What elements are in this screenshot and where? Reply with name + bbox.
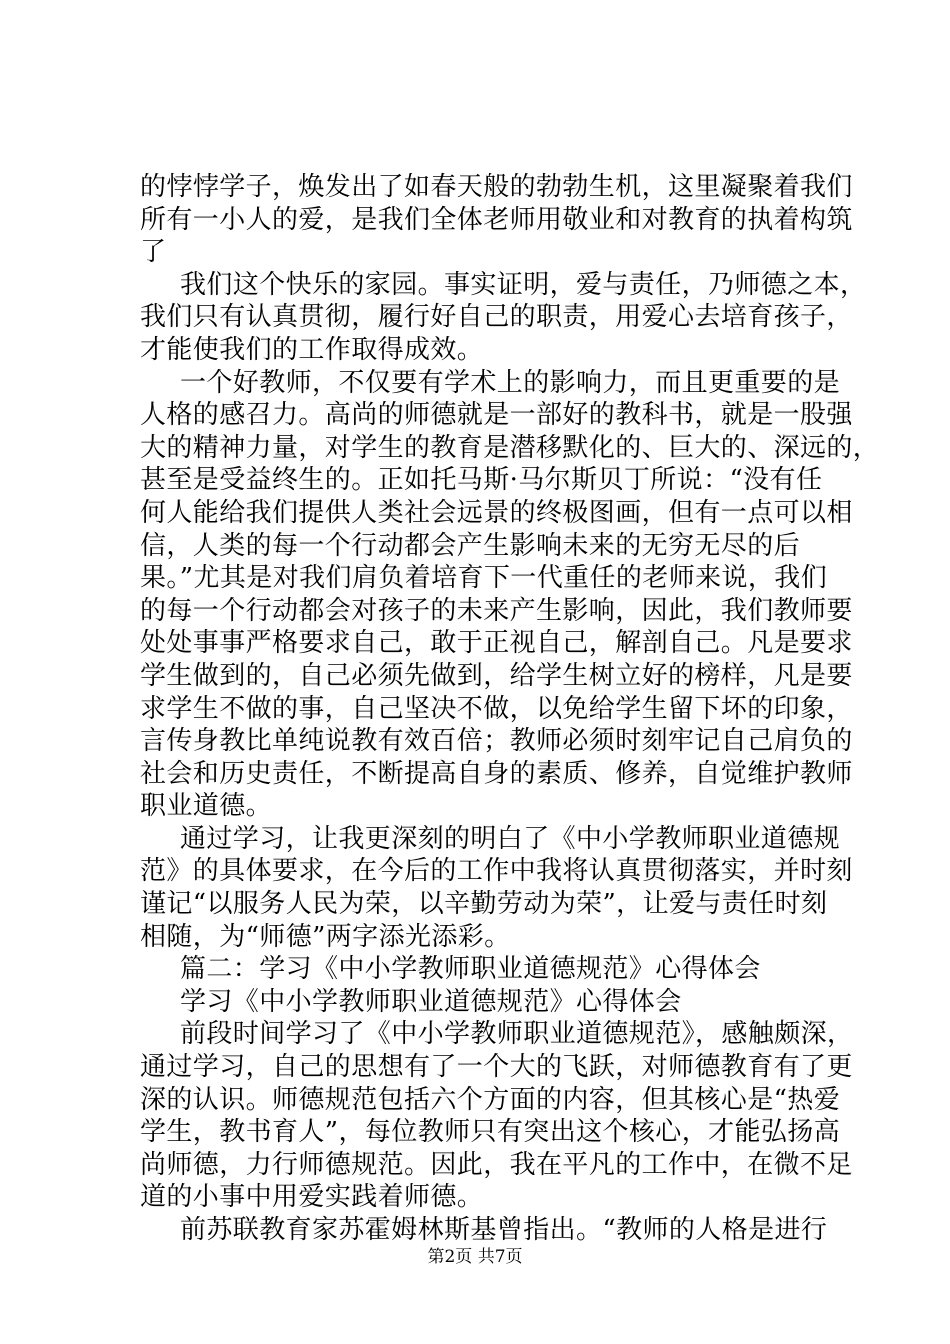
text-line: 大的精神力量，对学生的教育是潜移默化的、巨大的、深远的， — [140, 432, 880, 463]
text-line: 一个好教师，不仅要有学术上的影响力，而且更重要的是 — [180, 367, 841, 398]
text-line: 的每一个行动都会对孩子的未来产生影响，因此，我们教师要 — [140, 595, 853, 626]
text-line: 前苏联教育家苏霍姆林斯基曾指出。“教师的人格是进行 — [180, 1215, 828, 1245]
text-line: 通过学习，自己的思想有了一个大的飞跃，对师德教育有了更 — [140, 1052, 853, 1083]
text-line: 社会和历史责任，不断提高自身的素质、修养，自觉维护教师 — [140, 758, 853, 789]
text-line: 相随，为“师德”两字添光添彩。 — [140, 921, 511, 952]
text-line: 篇二：学习《中小学教师职业道德规范》心得体会 — [180, 954, 761, 985]
text-line: 谨记“以服务人民为荣，以辛勤劳动为荣”，让爱与责任时刻 — [140, 889, 828, 920]
text-line: 我们只有认真贯彻，履行好自己的职责，用爱心去培育孩子， — [140, 302, 853, 333]
text-line: 道的小事中用爱实践着师德。 — [140, 1182, 484, 1213]
text-line: 职业道德。 — [140, 791, 273, 822]
text-line: 人格的感召力。高尚的师德就是一部好的教科书，就是一股强 — [140, 400, 853, 431]
text-line: 何人能给我们提供人类社会远景的终极图画，但有一点可以相 — [140, 497, 853, 528]
text-line: 尚师德，力行师德规范。因此，我在平凡的工作中，在微不足 — [140, 1149, 853, 1180]
text-line: 深的认识。师德规范包括六个方面的内容，但其核心是“热爱 — [140, 1084, 841, 1115]
text-line: 范》的具体要求，在今后的工作中我将认真贯彻落实，并时刻 — [140, 856, 853, 887]
text-line: 的悖悖学子，焕发出了如春天般的勃勃生机，这里凝聚着我们 — [140, 172, 853, 202]
text-line: 甚至是受益终生的。正如托马斯·马尔斯贝丁所说：“没有任 — [140, 465, 823, 496]
text-line: 处处事事严格要求自己，敢于正视自己，解剖自己。凡是要求 — [140, 628, 853, 659]
text-line: 通过学习，让我更深刻的明白了《中小学教师职业道德规 — [180, 823, 841, 854]
text-line: 学习《中小学教师职业道德规范》心得体会 — [180, 986, 682, 1017]
text-line: 我们这个快乐的家园。事实证明，爱与责任，乃师德之本， — [180, 269, 867, 300]
document-body — [140, 171, 880, 1247]
text-line: 了 — [140, 237, 167, 268]
text-line: 言传身教比单纯说教有效百倍；教师必须时刻牢记自己肩负的 — [140, 726, 853, 757]
text-line: 所有一小人的爱，是我们全体老师用敬业和对教育的执着构筑 — [140, 204, 853, 235]
text-line: 才能使我们的工作取得成效。 — [140, 334, 484, 365]
page-number-footer: 第2页 共7页 — [427, 1247, 523, 1267]
text-line: 学生做到的，自己必须先做到，给学生树立好的榜样，凡是要 — [140, 660, 853, 691]
text-line: 果。”尤其是对我们肩负着培育下一代重任的老师来说，我们 — [140, 563, 828, 594]
text-line: 前段时间学习了《中小学教师职业道德规范》，感触颇深， — [180, 1019, 854, 1050]
text-line: 信，人类的每一个行动都会产生影响未来的无穷无尽的后 — [140, 530, 801, 561]
text-line: 学生，教书育人”，每位教师只有突出这个核心，才能弘扬高 — [140, 1117, 841, 1148]
text-line: 求学生不做的事，自己坚决不做，以免给学生留下坏的印象， — [140, 693, 853, 724]
